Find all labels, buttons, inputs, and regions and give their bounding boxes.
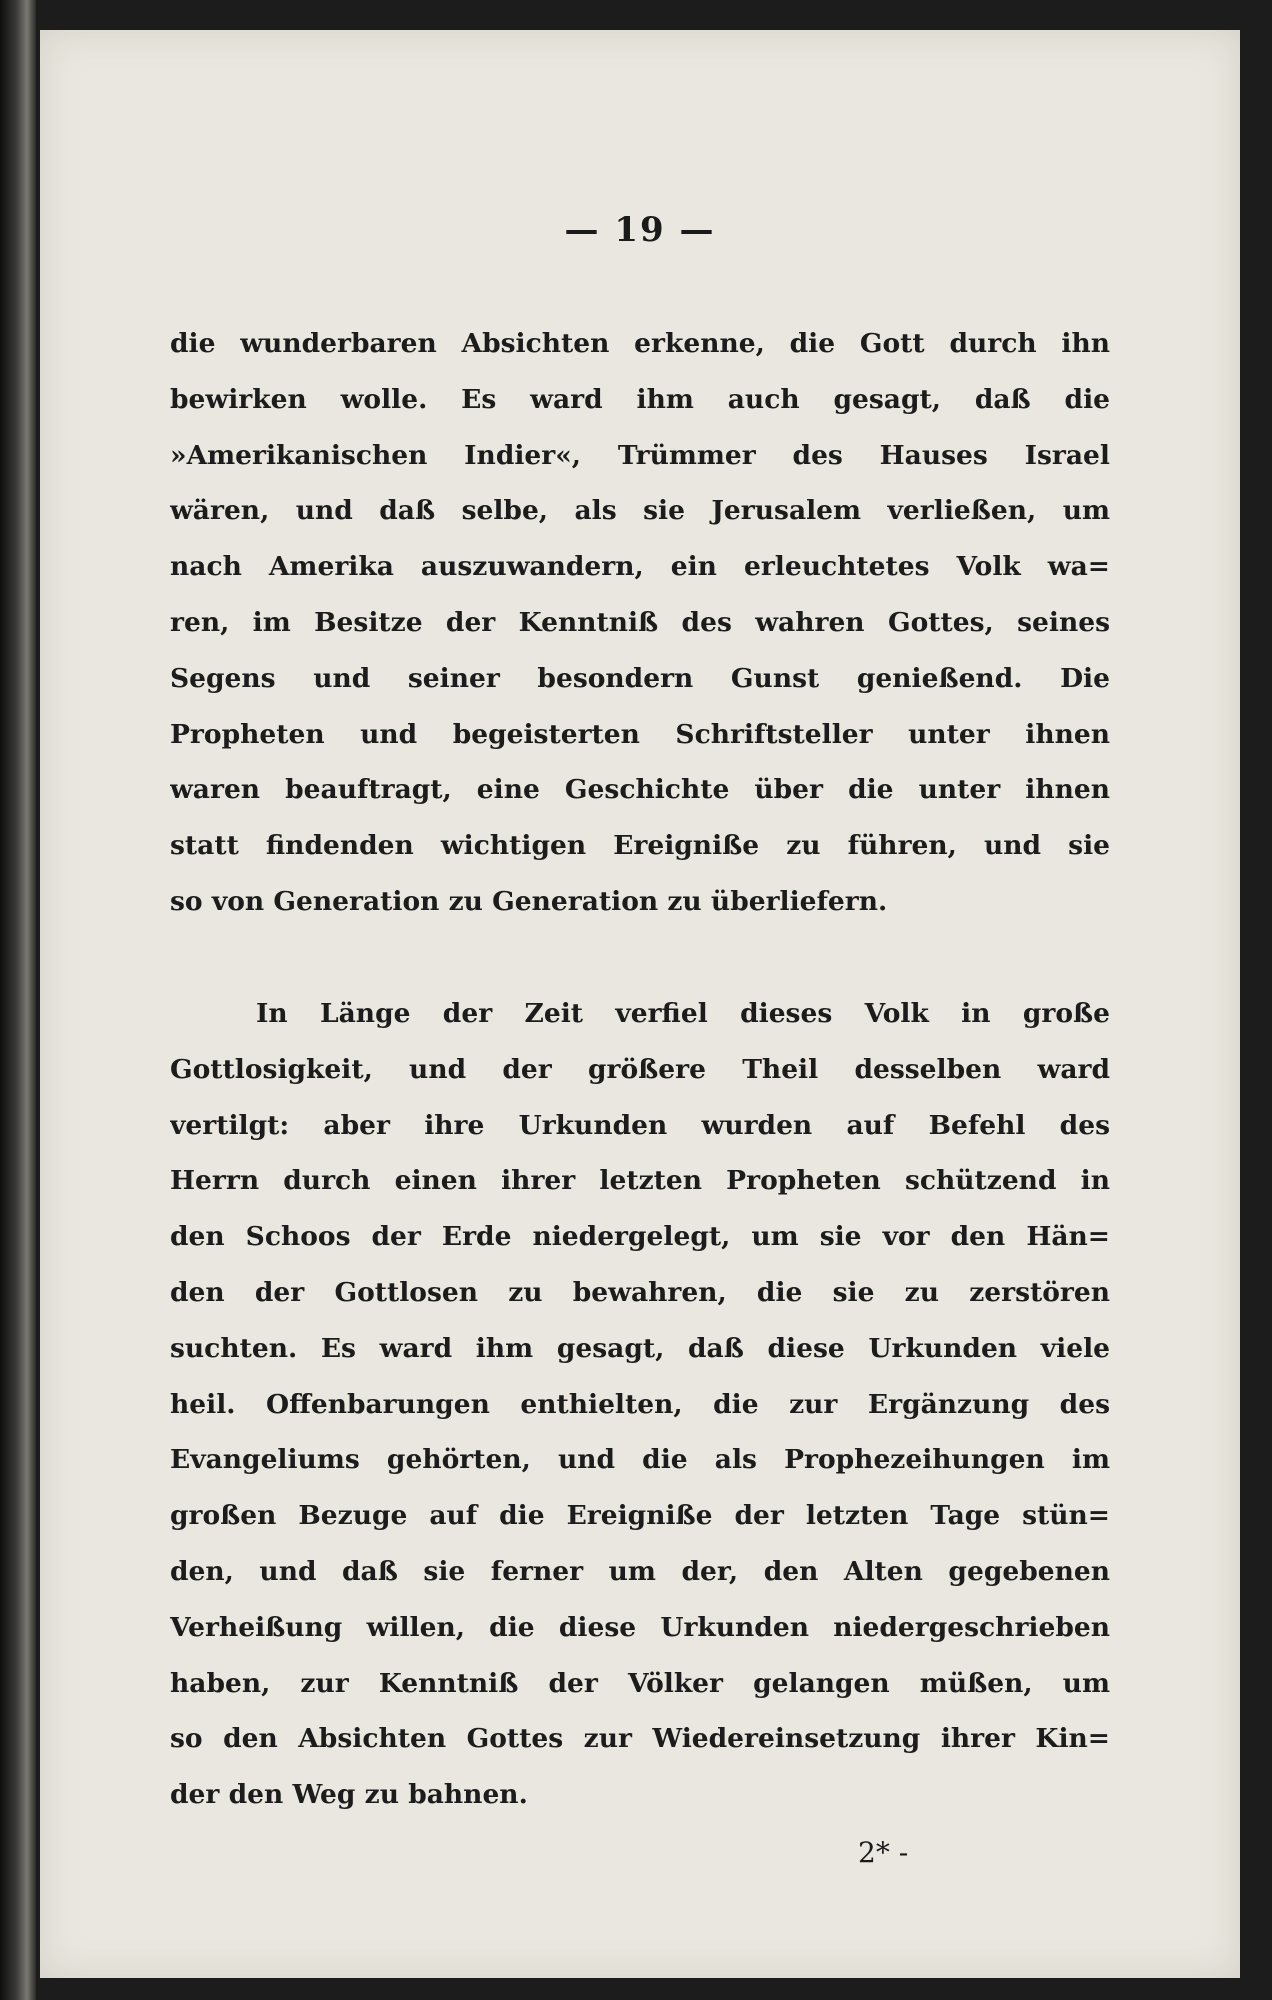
paragraph-1 <box>170 316 1110 930</box>
text-line: waren beauftragt, eine Geschichte über die unter ihnen <box>170 774 1110 806</box>
text-line: Segens und seiner besondern Gunst genießend. Die <box>170 662 1110 694</box>
text-line: suchten. Es ward ihm gesagt, daß diese Urkunden viele <box>170 1332 1110 1364</box>
text-line: ren, im Besitze der Kenntniß des wahren Gottes, seines <box>170 606 1110 638</box>
text-line: Evangeliums gehörten, und die als Prophezeihungen im <box>170 1444 1110 1476</box>
paragraph-2 <box>170 986 1110 1823</box>
text-line: so von Generation zu Generation zu überliefern. <box>170 885 888 917</box>
book-spine-edge <box>0 0 36 2000</box>
text-line: statt findenden wichtigen Ereigniße zu führen, und sie <box>170 830 1110 862</box>
text-line: Gottlosigkeit, und der größere Theil desselben ward <box>170 1053 1110 1085</box>
book-page <box>40 30 1240 1978</box>
text-line: »Amerikanischen Indier«, Trümmer des Hauses Israel <box>170 439 1110 471</box>
text-line: wären, und daß selbe, als sie Jerusalem verließen, um <box>170 495 1110 527</box>
text-line: heil. Offenbarungen enthielten, die zur Ergänzung des <box>170 1388 1110 1420</box>
text-line: großen Bezuge auf die Ereigniße der letzten Tage stün= <box>170 1500 1110 1532</box>
text-line: In Länge der Zeit verfiel dieses Volk in große <box>256 998 1110 1029</box>
text-line: Verheißung willen, die diese Urkunden niedergeschrieben <box>170 1611 1110 1643</box>
text-line: Propheten und begeisterten Schriftsteller unter ihnen <box>170 718 1110 750</box>
text-line: der den Weg zu bahnen. <box>170 1779 528 1811</box>
text-line: den, und daß sie ferner um der, den Alten gegebenen <box>170 1555 1110 1587</box>
page-number: — 19 — <box>564 210 716 250</box>
text-line: die wunderbaren Absichten erkenne, die Gott durch ihn <box>170 328 1110 359</box>
text-line: den Schoos der Erde niedergelegt, um sie vor den Hän= <box>170 1221 1110 1253</box>
text-line: so den Absichten Gottes zur Wiedereinsetzung ihrer Kin= <box>170 1723 1110 1755</box>
text-line: haben, zur Kenntniß der Völker gelangen müßen, um <box>170 1667 1110 1699</box>
signature-mark: 2* - <box>858 1836 909 1869</box>
text-line: den der Gottlosen zu bewahren, die sie zu zerstören <box>170 1276 1110 1308</box>
text-line: vertilgt: aber ihre Urkunden wurden auf Befehl des <box>170 1109 1110 1141</box>
text-line: nach Amerika auszuwandern, ein erleuchtetes Volk wa= <box>170 551 1110 583</box>
text-line: Herrn durch einen ihrer letzten Propheten schützend in <box>170 1165 1110 1197</box>
text-line: bewirken wolle. Es ward ihm auch gesagt, daß die <box>170 383 1110 415</box>
